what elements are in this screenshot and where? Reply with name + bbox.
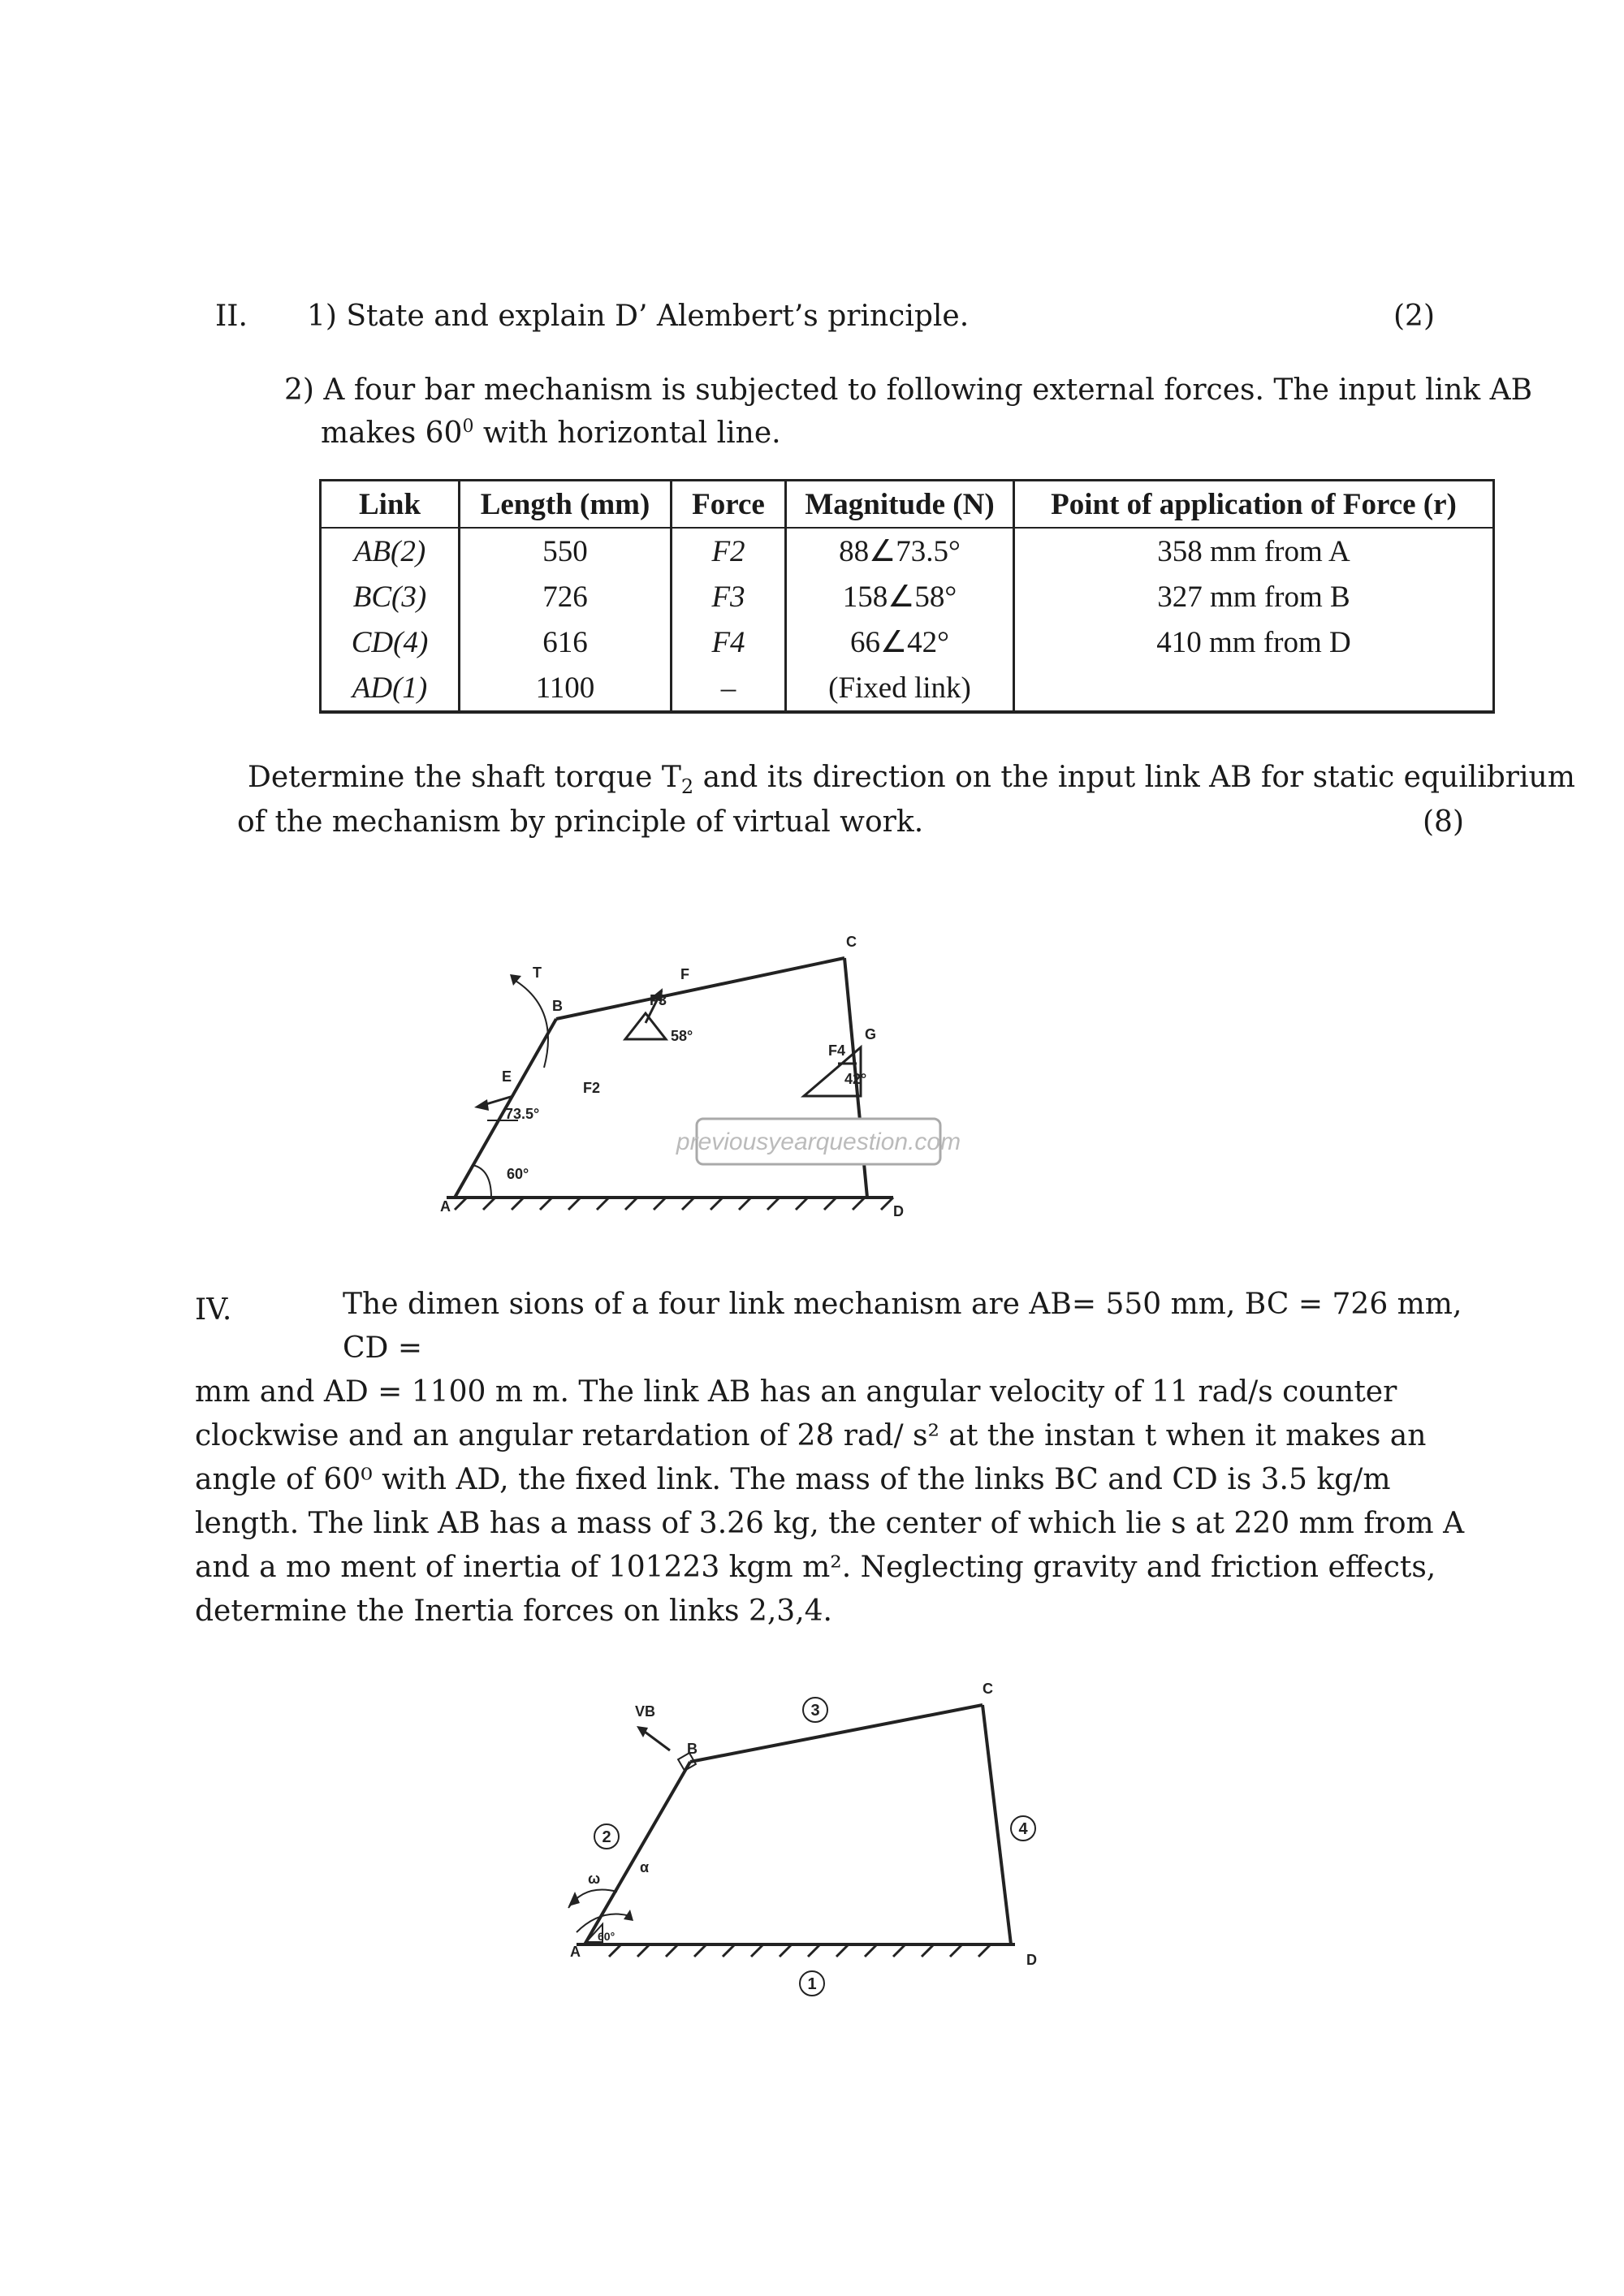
table-cell: F4 [672, 619, 786, 665]
question-2-part-1-marks: (2) [1393, 300, 1435, 333]
link-4-number: 4 [1018, 1820, 1028, 1838]
angle-42-label: 42° [844, 1071, 867, 1087]
ground-hatching [455, 1198, 893, 1210]
table-header-cell: Point of application of Force (r) [1014, 481, 1494, 529]
point-b-label: B [687, 1741, 698, 1757]
torque-arc [512, 978, 548, 1068]
question-4-line: clockwise and an angular retardation of 28 rad/ s² at the instan t when it makes an [195, 1419, 1427, 1452]
question-4-line: angle of 60⁰ with AD, the fixed link. The mass of the links BC and CD is 3.5 kg/m [195, 1463, 1391, 1496]
link-cd [983, 1705, 1011, 1944]
question-4-line: mm and AD = 1100 m m. The link AB has an angular velocity of 11 rad/s counter [195, 1375, 1397, 1409]
question-2-number: II. [215, 300, 248, 333]
question-4-line: and a mo ment of inertia of 101223 kgm m². Neglecting gravity and friction effects, [195, 1551, 1436, 1584]
angle-60-label: 60° [598, 1930, 615, 1943]
omega-label: ω [588, 1871, 601, 1887]
force-f3-triangle [625, 1013, 666, 1039]
question-2-task-line2: of the mechanism by principle of virtual work. [237, 805, 924, 839]
table-cell: 66∠42° [786, 619, 1014, 665]
link-3-number: 3 [810, 1702, 820, 1720]
table-cell: 616 [460, 619, 672, 665]
point-d-label: D [1026, 1952, 1037, 1968]
omega-arrow [568, 1892, 580, 1906]
table-cell [1014, 665, 1494, 712]
table-row [321, 528, 1494, 574]
link-bc [556, 958, 844, 1019]
point-d-label: D [893, 1203, 904, 1219]
point-e-label: E [502, 1068, 512, 1085]
table-header-row [321, 481, 1494, 529]
angle-60-arc [473, 1165, 491, 1198]
table-header-cell: Link [321, 481, 460, 529]
table-row [321, 665, 1494, 712]
four-link-mechanism-diagram [552, 1672, 1088, 2013]
question-4-number: IV. [195, 1293, 232, 1327]
table-cell: AD(1) [321, 665, 460, 712]
point-g-label: G [865, 1026, 877, 1042]
velocity-vb-line [641, 1729, 670, 1750]
question-4-text [195, 1283, 1494, 1634]
question-2-part-2-line1: 2) A four bar mechanism is subjected to following external forces. The input link AB [284, 373, 1533, 407]
link-2-number: 2 [602, 1828, 611, 1846]
four-bar-force-diagram [422, 926, 991, 1234]
link-1-number: 1 [807, 1975, 817, 1993]
question-2-task-marks: (8) [1423, 805, 1464, 839]
table-cell: 550 [460, 528, 672, 574]
table-row [321, 574, 1494, 619]
table-header-cell: Magnitude (N) [786, 481, 1014, 529]
angle-58-label: 58° [671, 1028, 693, 1044]
table-cell: BC(3) [321, 574, 460, 619]
point-c-label: C [846, 934, 857, 950]
force-f2-arrow [474, 1099, 489, 1111]
link-data-table [319, 479, 1495, 714]
table-cell: 327 mm from B [1014, 574, 1494, 619]
point-a-label: A [440, 1198, 451, 1215]
point-c-label: C [983, 1681, 993, 1697]
point-a-label: A [570, 1944, 581, 1960]
table-cell: – [672, 665, 786, 712]
torque-label: T [533, 965, 542, 981]
angle-60-label: 60° [507, 1166, 529, 1182]
table-cell: 726 [460, 574, 672, 619]
table-cell: 1100 [460, 665, 672, 712]
alpha-label: α [640, 1859, 650, 1875]
force-f4-label: F4 [828, 1042, 846, 1059]
force-f2-label: F2 [583, 1080, 601, 1096]
question-4-line: The dimen sions of a four link mechanism are AB= 550 mm, BC = 726 mm, CD = [343, 1288, 1462, 1365]
table-cell: 88∠73.5° [786, 528, 1014, 574]
table-cell: CD(4) [321, 619, 460, 665]
point-f-label: F [680, 966, 689, 982]
question-4-line: length. The link AB has a mass of 3.26 kg, the center of which lie s at 220 mm from A [195, 1507, 1465, 1540]
table-cell: F3 [672, 574, 786, 619]
point-b-label: B [552, 998, 563, 1014]
table-cell: 410 mm from D [1014, 619, 1494, 665]
velocity-vb-label: VB [635, 1703, 656, 1720]
question-2-part-1: 1) State and explain D’ Alembert’s principle. [307, 300, 970, 333]
question-4-line: determine the Inertia forces on links 2,3,4. [195, 1595, 833, 1628]
ground-hatching [609, 1944, 991, 1957]
table-row [321, 619, 1494, 665]
table-cell: 158∠58° [786, 574, 1014, 619]
link-data-table-wrap [319, 479, 1495, 714]
watermark-text: previousyearquestion.com [676, 1129, 961, 1155]
question-2-part-2-line2: makes $60^0$ with horizontal line. [321, 416, 781, 450]
force-f3-label: F3 [650, 992, 667, 1008]
link-bc [690, 1705, 983, 1762]
table-cell: F2 [672, 528, 786, 574]
angle-73-5-label: 73.5° [505, 1106, 540, 1122]
table-header-cell: Force [672, 481, 786, 529]
table-cell: (Fixed link) [786, 665, 1014, 712]
table-header-cell: Length (mm) [460, 481, 672, 529]
table-cell: 358 mm from A [1014, 528, 1494, 574]
table-cell: AB(2) [321, 528, 460, 574]
question-2-task-line1: Determine the shaft torque $T_2$ and its direction on the input link AB for static equilibrium [248, 761, 1575, 799]
